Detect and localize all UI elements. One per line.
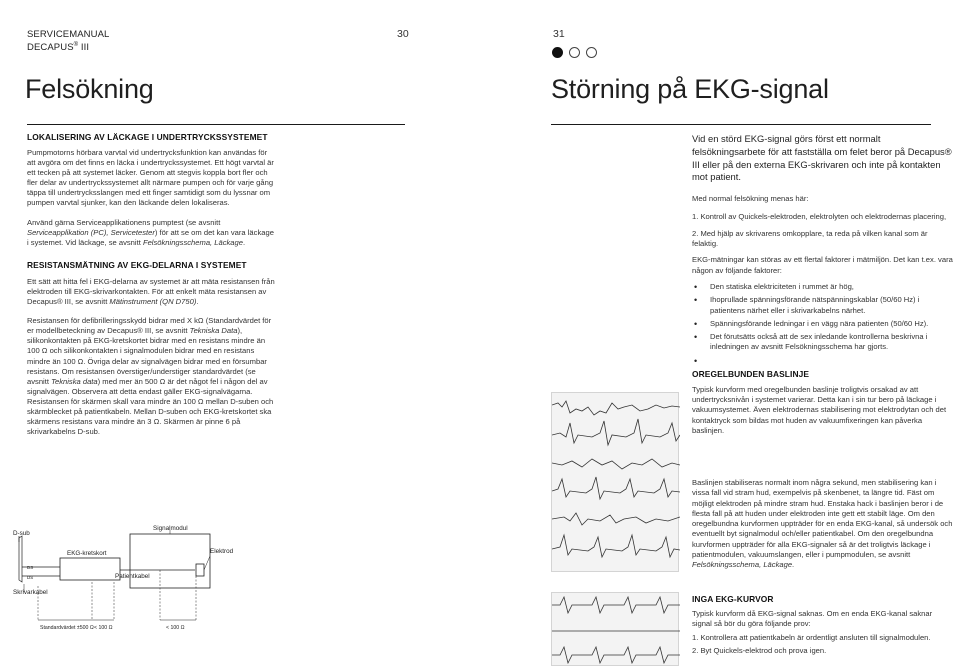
resistance-diagram bbox=[10, 520, 260, 638]
lt100-label-a: < 100 Ω bbox=[94, 625, 113, 631]
pumptest-paragraph: Använd gärna Serviceapplikationens pumptest (se avsnitt Serviceapplikation (PC), Servicetester) för att se om det kan vara läckage i systemet. Vid läckage, se avsnitt Felsökningsschema, Läckage. bbox=[27, 217, 274, 247]
elektrod-icon bbox=[196, 564, 204, 576]
list-item bbox=[692, 356, 954, 366]
right-column bbox=[692, 133, 954, 436]
left-page-number: 30 bbox=[397, 28, 409, 40]
leakage-paragraph: Pumpmotorns hörbara varvtal vid undertrycksfunktion kan användas för att avgöra om det finns en läcka i undertryckssystemet. Ett högt varvtal är ett tecken på att systemet läcker. Genom att stegvis koppla bort fler och fler delar av undertryckssystemet allt närmare pumpen och för varje gång täppa till undertrycksslangen med ett finger samtidigt som du lyssnar om pumpen varvtal sjunker, kan den läckande delen lokaliseras. bbox=[27, 148, 274, 208]
list-item: • Den statiska elektriciteten i rummet är hög, bbox=[692, 282, 954, 292]
right-page-title: Störning på EKG-signal bbox=[551, 74, 829, 104]
left-column bbox=[27, 132, 275, 437]
normal-troubleshooting-label: Med normal felsökning menas här: bbox=[692, 194, 809, 204]
manual-label: SERVICEMANUAL bbox=[27, 29, 110, 40]
section-heading-leakage: LOKALISERING AV LÄCKAGE I UNDERTRYCKSSYSTEMET bbox=[27, 132, 268, 142]
elektrod-label: Elektrod bbox=[210, 548, 234, 555]
product-name: DECAPUS® III bbox=[27, 42, 90, 54]
list-item: • Ihoprullade spänningsförande nätspänningskablar (50/60 Hz) i patientens närhet eller i skrivarkabelns närhet. bbox=[692, 295, 954, 316]
ecg-no-signal-image bbox=[551, 592, 679, 666]
right-divider bbox=[551, 124, 931, 125]
list-item: • Spänningsförande ledningar i en vägg nära patienten (50/60 Hz). bbox=[692, 319, 954, 329]
no-curve-paragraph: Typisk kurvform då EKG-signal saknas. Om en enda EKG-kanal saknar signal så bör du göra följande prov: bbox=[692, 609, 933, 629]
patientkabel-label: Patientkabel bbox=[115, 573, 150, 580]
list-item: • Det förutsätts också att de sex inledande kontrollerna beskrivna i inledningen av avsnitt Felsökningsschema har gjorts. bbox=[692, 332, 954, 353]
dsub-connector-icon bbox=[19, 536, 22, 582]
baseline-continued bbox=[692, 478, 954, 571]
progress-dot-empty-icon bbox=[586, 47, 597, 58]
no-curve-step-1: 1. Kontrollera att patientkabeln är ordentligt ansluten till signalmodulen. bbox=[692, 632, 931, 642]
intro-paragraph: Vid en störd EKG-signal görs först ett normalt felsökningsarbete för att fastställa om felet beror på Decapus® III eller på den externa EKG-skrivaren och inte på kontakten mot patient. bbox=[692, 133, 952, 183]
pin-label-top: DS bbox=[27, 565, 34, 570]
right-page-number: 31 bbox=[553, 28, 565, 40]
check-step-2: 2. Med hjälp av skrivarens omkopplare, ta reda på vilken kanal som är felaktig. bbox=[692, 228, 928, 249]
left-divider bbox=[27, 124, 405, 125]
section-heading-no-curves: INGA EKG-KURVOR bbox=[692, 594, 774, 604]
factors-list bbox=[692, 282, 954, 366]
progress-dot-empty-icon bbox=[569, 47, 580, 58]
check-step-1: 1. Kontroll av Quickels-elektroden, elektrolyten och elektrodernas placering, bbox=[692, 212, 947, 222]
left-page-title: Felsökning bbox=[25, 74, 154, 104]
baseline-paragraph-2: Baslinjen stabiliseras normalt inom några sekund, men stabilisering kan i vissa fall vid stram hud, exempelvis på skenbenet, ta längre tid. Fäst om möjligt elektroden på mindre stram hud. Enstaka hack i baslinjen beror i de flesta fall på att huden under elektroden inte gett ett stabilt läge. Om den oregelbundna kurvformen uppträder för en enda EKG-kanal, så undersök och eventuellt byt signalmodul och/eller patientkabel. Om den oregelbundna kurvformen uppträder för alla EKG-signaler så är det troligtvis läckage i patientmodulen, vakuumslangen, eller i pumpmodulen, se avsnitt Felsökningsschema, Läckage. bbox=[692, 478, 953, 570]
progress-dots bbox=[552, 47, 603, 58]
ecg-irregular-traces bbox=[552, 393, 680, 573]
standard-value-label: Standardvärdet ±500 Ω bbox=[40, 625, 94, 631]
ekg-kretskort-box bbox=[60, 558, 120, 580]
resistance-intro-paragraph: Ett sätt att hitta fel i EKG-delarna av systemet är att mäta resistansen från elektroden till EKG-skrivarkontakten. För att enkelt mäta resistansen av Decapus® III, se avsnitt Mätinstrument (QN D750). bbox=[27, 276, 275, 307]
progress-dot-filled-icon bbox=[552, 47, 563, 58]
resistance-detail-paragraph: Resistansen för defibrilleringsskydd bidrar med X kΩ (Standardvärdet för er modellbeteckning av Decapus® III, se avsnitt Tekniska Data), silikonkontakten på EKG-kretskortet bidrar med en resistans mindre än 100 Ω och silikonkontakten i signalmodulen bidrar med en resistans mindre än 100 Ω. Övriga delar av signalvägen bidrar med en försumbar resistans. Om resistansen överstiger/understiger standardvärdet (se avsnitt Tekniska data) med mer än 500 Ω är det något fel i någon del av signalvägen. Observera att detta endast gäller EKG-signalvägarna. Resistansen för skärmen skall vara mindre än 100 Ω mellan D-suben och skärmblecket på patientkabeln. Mellan D-suben och EKG-kretskortet ska skärmens resistans vara mindre än 3 Ω. Skärmen är pinne 6 på skrivarkabelns D-sub. bbox=[27, 316, 274, 437]
skrivarkabel-label: Skrivarkabel bbox=[13, 589, 48, 596]
signalmodul-label: Signalmodul bbox=[153, 525, 188, 532]
lt100-label-b: < 100 Ω bbox=[166, 625, 185, 631]
baseline-paragraph-1: Typisk kurvform med oregelbunden baslinje troligtvis orsakad av att undertrycksnivån i systemet varierar. Detta kan i sin tur bero på läckage i vakuumsystemet. Även elektrodernas stabilisering mot elektrodytan och det kontaktryck som bildas mot huden av vakuumfixeringen kan påverka baslinjen. bbox=[692, 384, 947, 435]
section-heading-baseline: OREGELBUNDEN BASLINJE bbox=[692, 368, 810, 379]
section-heading-resistance: RESISTANSMÄTNING AV EKG-DELARNA I SYSTEMET bbox=[27, 259, 247, 270]
ecg-flat-traces bbox=[552, 593, 680, 667]
ekg-kretskort-label: EKG-kretskort bbox=[67, 550, 107, 557]
no-curve-section bbox=[692, 594, 954, 656]
no-curve-step-2: 2. Byt Quickels-elektrod och prova igen. bbox=[692, 645, 827, 655]
pin-label-bottom: DS bbox=[27, 575, 34, 580]
dsub-label: D-sub bbox=[13, 530, 30, 537]
ecg-irregular-baseline-image bbox=[551, 392, 679, 572]
factors-paragraph: EKG-mätningar kan störas av ett flertal faktorer i mätmiljön. Det kan t.ex. vara någon av följande faktorer: bbox=[692, 255, 953, 275]
